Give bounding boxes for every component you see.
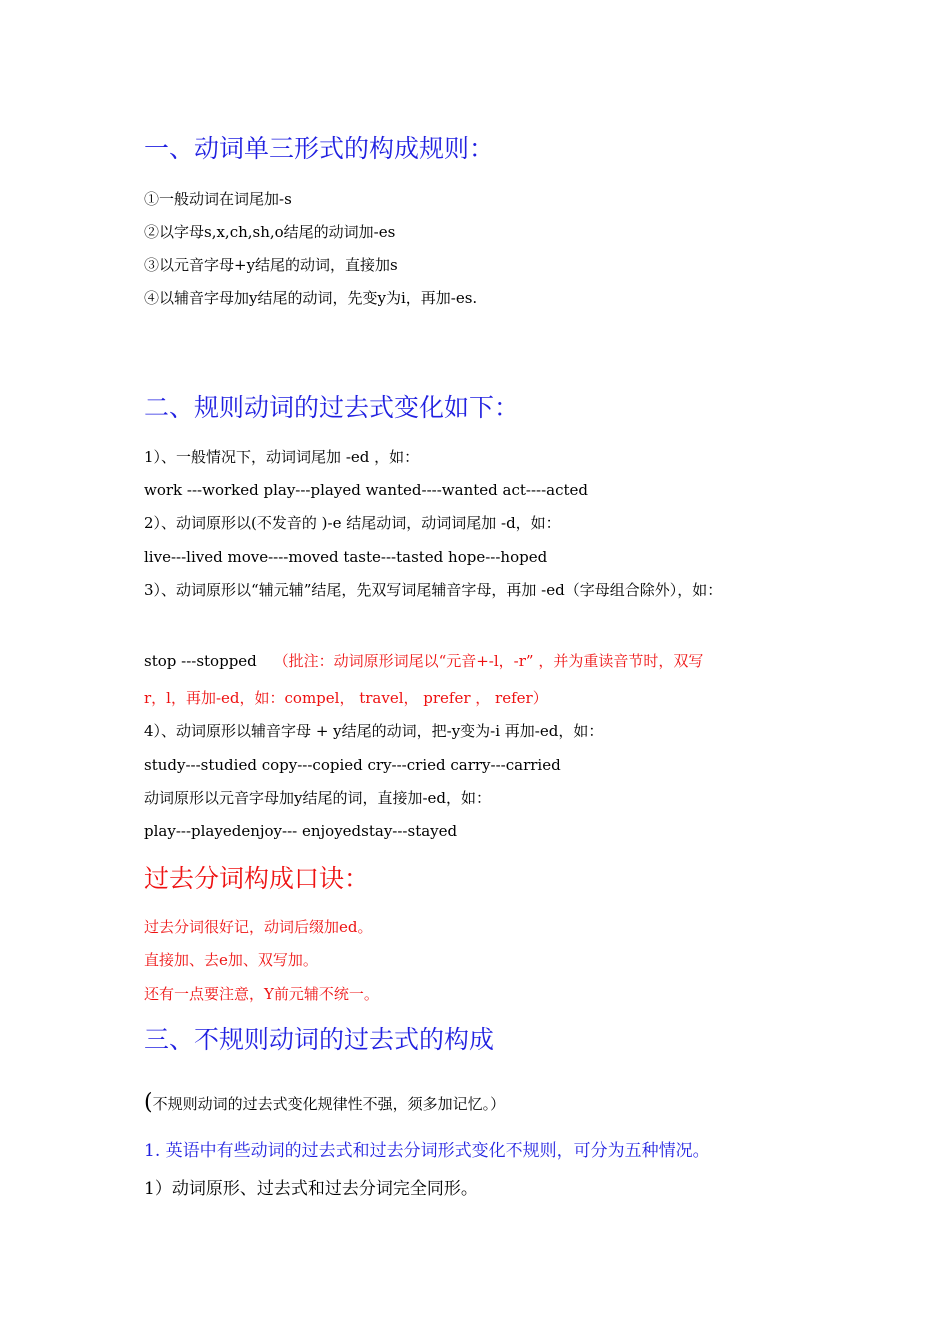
open-paren: ( <box>144 1090 153 1115</box>
mnemonic-title: 过去分词构成口诀： <box>144 864 370 893</box>
mnemonic-line: 直接加、去e加、双写加。 <box>144 951 318 969</box>
rule-item: ①一般动词在词尾加-s <box>144 190 292 208</box>
mnemonic-line: 还有一点要注意，Y前元辅不统一。 <box>144 985 379 1003</box>
section3-subtitle <box>144 1092 505 1114</box>
rule-item: ③以元音字母+y结尾的动词，直接加s <box>144 256 398 274</box>
section3-title: 三、不规则动词的过去式的构成 <box>144 1025 495 1054</box>
example-with-note <box>144 654 703 669</box>
section2-title: 二、规则动词的过去式变化如下： <box>144 393 520 422</box>
mnemonic-line: 过去分词很好记，动词后缀加ed。 <box>144 918 373 936</box>
example-text: stop ---stopped <box>144 652 257 670</box>
rule-item: ②以字母s,x,ch,sh,o结尾的动词加-es <box>144 223 396 241</box>
rule-text: 3）、动词原形以“辅元辅”结尾，先双写词尾辅音字母，再加 -ed（字母组合除外），如： <box>144 581 723 599</box>
example-text: play---playedenjoy--- enjoyedstay---stayed <box>144 822 458 840</box>
rule-text: 2）、动词原形以(不发音的 )-e 结尾动词，动词词尾加 -d，如： <box>144 514 561 532</box>
subtitle-text: 不规则动词的过去式变化规律性不强，须多加记忆。） <box>152 1095 506 1113</box>
rule-text: 4）、动词原形以辅音字母 + y结尾的动词，把-y变为-i 再加-ed，如： <box>144 722 604 740</box>
section3-point: 1. 英语中有些动词的过去式和过去分词形式变化不规则，可分为五种情况。 <box>144 1141 710 1161</box>
example-text: work ---worked play---played wanted----wanted act----acted <box>144 481 589 499</box>
note-text: r，l，再加-ed，如：compel， travel， prefer ， refer） <box>144 689 548 707</box>
rule-text: 动词原形以元音字母加y结尾的词，直接加-ed，如： <box>144 789 492 807</box>
note-text: （批注：动词原形词尾以“元音+-l，-r” ，并为重读音节时，双写 <box>273 652 704 670</box>
section3-subpoint: 1）动词原形、过去式和过去分词完全同形。 <box>144 1179 478 1199</box>
example-text: study---studied copy---copied cry---cried carry---carried <box>144 756 561 774</box>
example-text: live---lived move----moved taste---tasted hope---hoped <box>144 548 548 566</box>
section1-title: 一、动词单三形式的构成规则： <box>144 134 495 163</box>
rule-item: ④以辅音字母加y结尾的动词，先变y为i，再加-es. <box>144 289 478 307</box>
rule-text: 1）、一般情况下，动词词尾加 -ed ，如： <box>144 448 420 466</box>
